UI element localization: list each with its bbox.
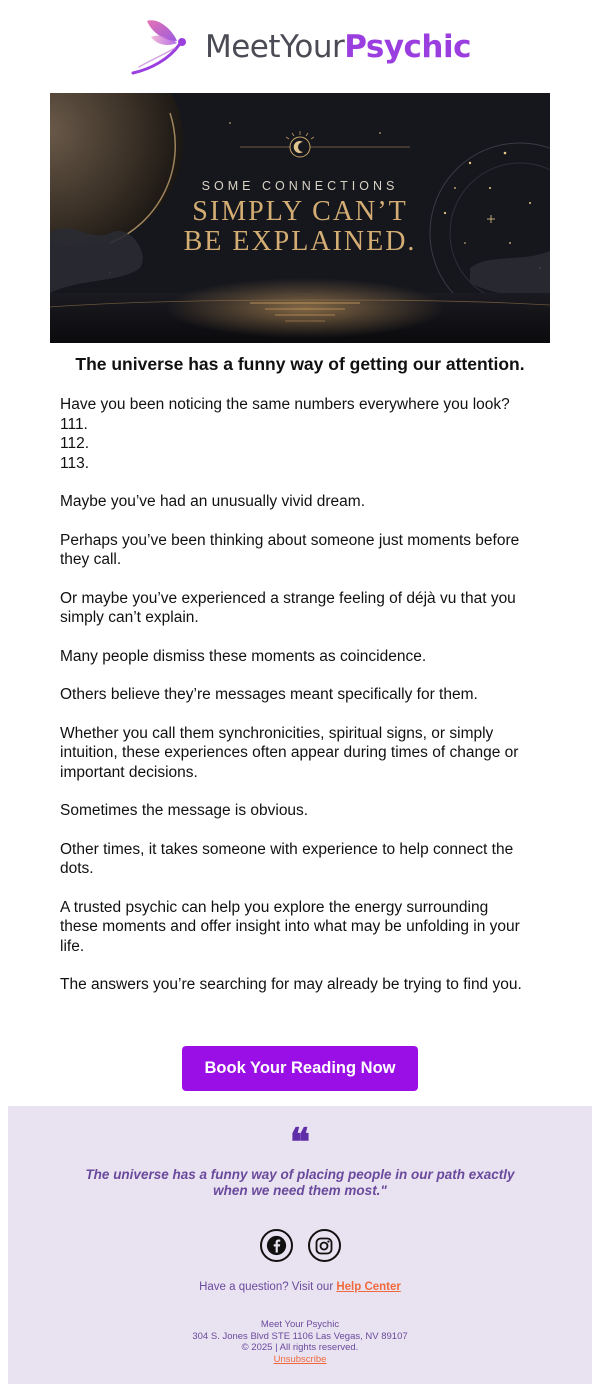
paragraph-line: 113. — [60, 454, 90, 472]
paragraph-line: Perhaps you’ve been thinking about someone just moments before — [60, 531, 520, 549]
quote-line: when we need them most." — [213, 1183, 387, 1198]
headline: The universe has a funny way of getting our attention. — [75, 354, 525, 374]
body-paragraph — [60, 975, 540, 995]
copyright: © 2025 | All rights reserved. — [241, 1342, 359, 1353]
body-paragraph — [60, 724, 540, 783]
legal-info — [8, 1319, 592, 1365]
cta-container — [0, 1046, 600, 1091]
help-center-link[interactable]: Help Center — [336, 1281, 401, 1293]
help-text — [8, 1281, 592, 1293]
body-paragraph — [60, 531, 540, 570]
paragraph-line: dots. — [60, 860, 94, 877]
body-paragraph — [60, 840, 540, 879]
paragraph-line: life. — [60, 937, 85, 955]
paragraph-line: these moments and offer insight into what may be unfolding in your — [60, 918, 520, 935]
body-paragraph — [60, 685, 540, 705]
paragraph-line: The answers you’re searching for may already be trying to find you. — [60, 976, 522, 993]
company-name: Meet Your Psychic — [260, 1319, 340, 1330]
paragraph-line: Sometimes the message is obvious. — [60, 802, 309, 819]
instagram-link[interactable] — [308, 1229, 341, 1262]
email-body — [60, 343, 540, 1014]
brand-wordmark — [205, 29, 471, 65]
paragraph-line: Many people dismiss these moments as coincidence. — [60, 647, 427, 665]
body-paragraph — [60, 395, 540, 473]
facebook-link[interactable] — [260, 1229, 293, 1262]
quote-icon: ❝ — [289, 1119, 311, 1164]
testimonial-quote — [70, 1167, 530, 1199]
hero-kicker: SOME CONNECTIONS — [201, 179, 399, 193]
body-paragraph — [60, 492, 540, 512]
instagram-icon — [314, 1236, 334, 1256]
paragraph-line: Other times, it takes someone with experience to help connect the — [60, 840, 514, 858]
body-paragraph — [60, 589, 540, 628]
social-links — [8, 1229, 592, 1262]
hero-title — [50, 197, 550, 257]
footer — [8, 1106, 592, 1384]
paragraph-line: Or maybe you’ve experienced a strange feeling of déjà vu that you — [60, 589, 516, 607]
paragraph-line: simply can’t explain. — [60, 609, 199, 626]
paragraph-line: Whether you call them synchronicities, spiritual signs, or simply — [60, 724, 494, 742]
paragraph-line: A trusted psychic can help you explore the energy surrounding — [60, 898, 489, 916]
brand-name-part2: Psychic — [344, 28, 472, 65]
paragraph-line: Maybe you’ve had an unusually vivid dream. — [60, 493, 366, 510]
facebook-icon — [266, 1235, 287, 1256]
unsubscribe-link[interactable]: Unsubscribe — [273, 1353, 327, 1365]
email-header — [0, 0, 600, 93]
paragraph-line: they call. — [60, 551, 122, 568]
hero-title-line1: SIMPLY CAN’T — [192, 196, 408, 227]
paragraph-line: Others believe they’re messages meant specifically for them. — [60, 686, 478, 703]
paragraph-line: intuition, these experiences often appear during times of change or — [60, 744, 519, 761]
book-reading-button[interactable]: Book Your Reading Now — [182, 1046, 418, 1091]
paragraph-line: important decisions. — [60, 763, 198, 781]
hero-title-line2: BE EXPLAINED. — [183, 226, 417, 257]
company-address: 304 S. Jones Blvd STE 1106 Las Vegas, NV 89107 — [192, 1330, 408, 1342]
hero-banner — [50, 93, 550, 343]
quote-line: The universe has a funny way of placing people in our path exactly — [85, 1167, 515, 1182]
brand-name-part1: MeetYour — [204, 28, 345, 65]
body-paragraph — [60, 801, 540, 821]
brand-logo[interactable] — [129, 15, 471, 79]
help-prefix: Have a question? Visit our — [199, 1281, 337, 1293]
paragraph-line: 112. — [60, 435, 90, 452]
paragraph-line: Have you been noticing the same numbers everywhere you look? — [60, 396, 510, 413]
body-paragraph — [60, 647, 540, 667]
body-paragraph — [60, 898, 540, 957]
paragraph-line: 111. — [60, 415, 88, 433]
body-copy — [60, 395, 540, 995]
dragonfly-icon — [129, 15, 199, 79]
